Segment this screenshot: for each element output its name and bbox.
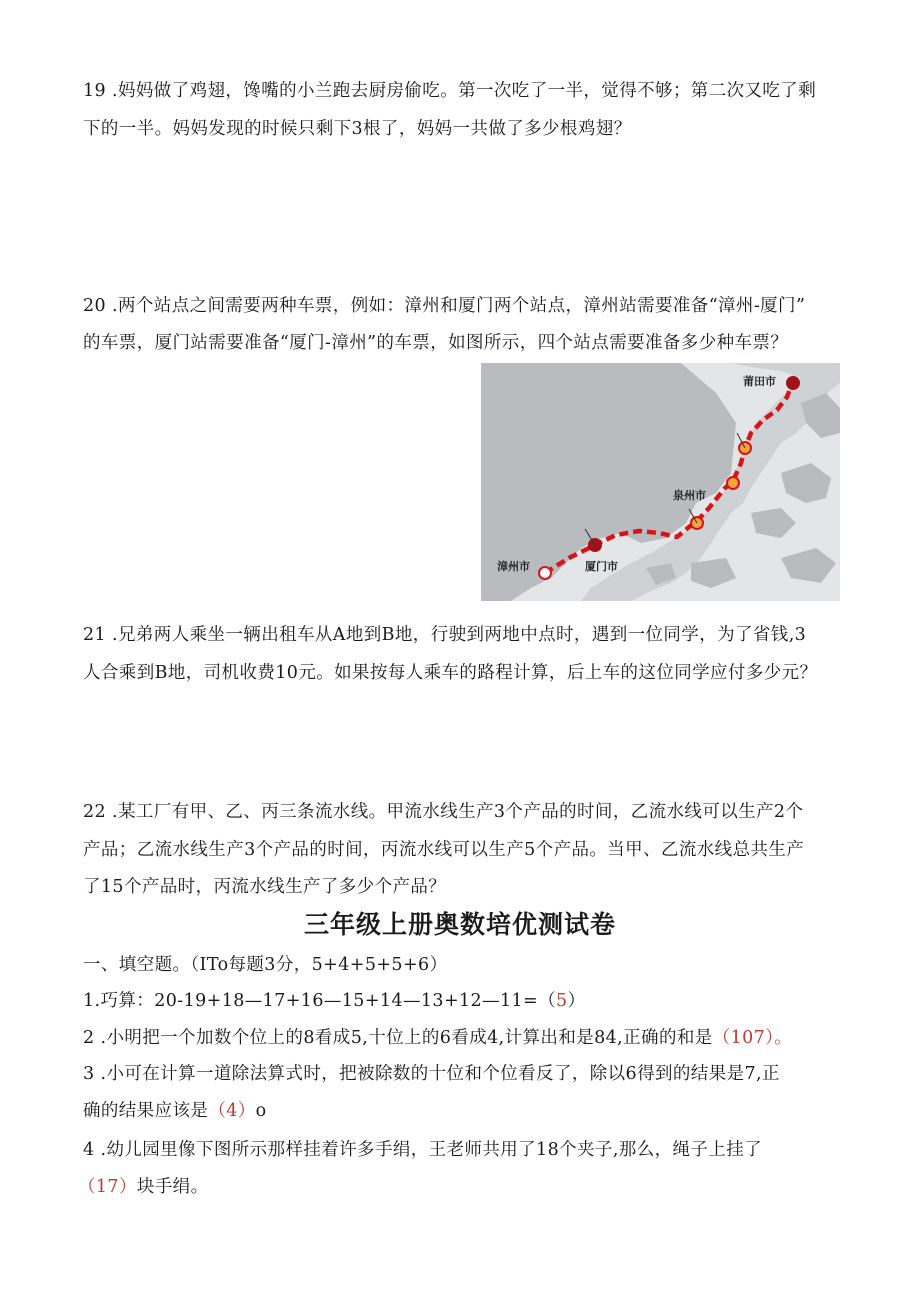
fill-q1-end: ）	[567, 991, 586, 1011]
label-zhangzhou: 漳州市	[497, 560, 530, 573]
fill-q1-answer: 5	[556, 991, 568, 1011]
route-map	[481, 363, 840, 601]
fill-q4-answer: （17）	[78, 1177, 137, 1197]
fill-q3-end: o	[255, 1101, 267, 1121]
q20-line1: 20 .两个站点之间需要两种车票，例如：漳州和厦门两个站点，漳州站需要准备“漳州-厦门”	[83, 296, 806, 316]
fill-q4-end: 块手绢。	[136, 1177, 209, 1197]
fill-q3-text: 确的结果应该是	[83, 1101, 209, 1121]
test-title: 三年级上册奥数培优测试卷	[303, 910, 616, 939]
q19-line1: 19 .妈妈做了鸡翅，馋嘴的小兰跑去厨房偷吃。第一次吃了一半，觉得不够；第二次又吃了剩	[83, 81, 817, 101]
fill-q4-line2	[78, 1175, 208, 1199]
fill-q3-answer: （4）	[208, 1101, 256, 1121]
fill-q3-line1: 3 .小可在计算一道除法算式时，把被除数的十位和个位看反了，除以6得到的结果是7,正	[83, 1064, 780, 1084]
fill-q4-line1: 4 .幼儿园里像下图所示那样挂着许多手绢，王老师共用了18个夹子,那么，绳子上挂了	[83, 1140, 762, 1160]
station-putian	[786, 376, 800, 390]
q21-line1: 21 .兄弟两人乘坐一辆出租车从A地到B地，行驶到两地中点时，遇到一位同学，为了省钱,3	[83, 625, 807, 645]
station-zhangzhou	[539, 567, 551, 579]
route-map-svg	[481, 363, 840, 601]
label-xiamen: 厦门市	[585, 560, 618, 573]
q21-line2: 人合乘到B地，司机收费10元。如果按每人乘车的路程计算，后上车的这位同学应付多少元？	[83, 663, 818, 683]
q22-line3: 了15个产品时，丙流水线生产了多少个产品？	[83, 877, 447, 897]
fill-q2-answer: （107）。	[712, 1028, 793, 1048]
fill-q3-line2	[83, 1099, 267, 1123]
fill-q1	[83, 989, 585, 1013]
q19-line2: 下的一半。妈妈发现的时候只剩下3根了，妈妈一共做了多少根鸡翅？	[83, 119, 632, 139]
fill-q2	[83, 1026, 792, 1050]
q22-line2: 产品；乙流水线生产3个产品的时间，丙流水线可以生产5个产品。当甲、乙流水线总共生产	[83, 840, 805, 860]
label-putian: 莆田市	[743, 375, 776, 388]
q22-line1: 22 .某工厂有甲、乙、丙三条流水线。甲流水线生产3个产品的时间，乙流水线可以生产2个	[83, 802, 804, 822]
label-quanzhou: 泉州市	[673, 489, 706, 502]
fill-q2-text: 2 .小明把一个加数个位上的8看成5,十位上的6看成4,计算出和是84,正确的和是	[83, 1028, 713, 1048]
section-fill-blank-heading: 一、填空题。（ITo每题3分，5+4+5+5+6）	[83, 955, 448, 975]
q20-line2: 的车票，厦门站需要准备“厦门-漳州”的车票，如图所示，四个站点需要准备多少种车票？	[83, 333, 789, 353]
station-jinjiang	[727, 477, 739, 489]
fill-q1-text: 1.巧算：20-19+18—17+16—15+14—13+12—11=（	[83, 991, 557, 1011]
